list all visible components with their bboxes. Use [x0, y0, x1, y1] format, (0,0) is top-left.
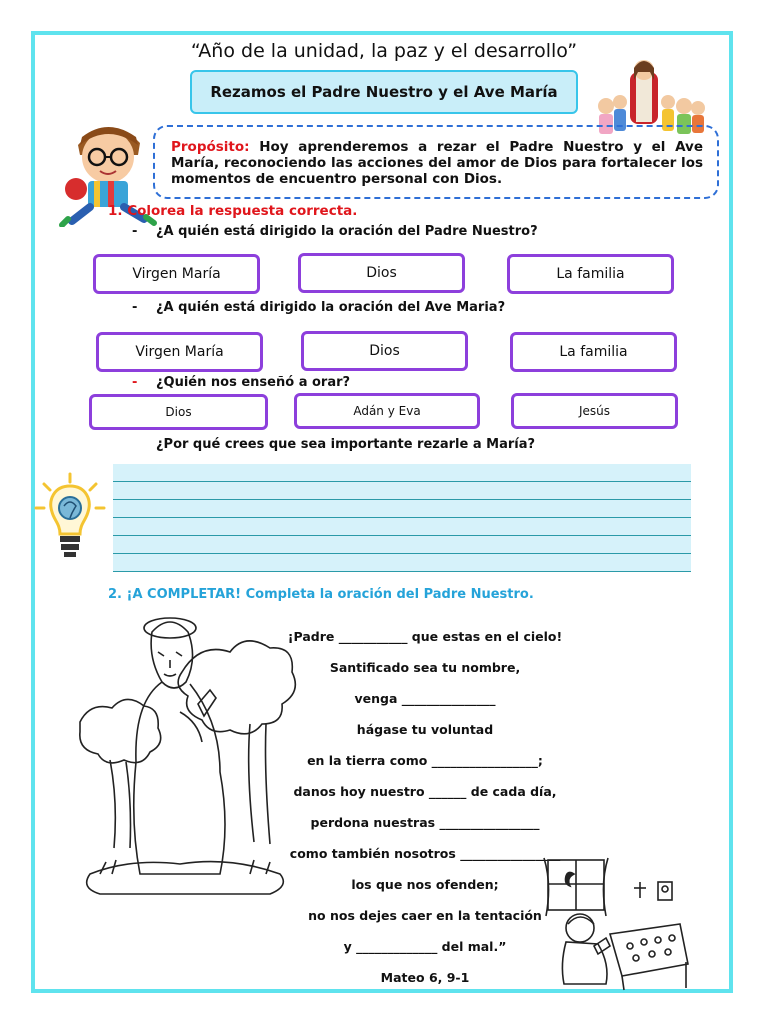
- prayer-line-6: danos hoy nuestro ______ de cada día,: [293, 784, 557, 799]
- prayer-line-1: ¡Padre ___________ que estas en el cielo!: [287, 629, 563, 644]
- q1-option-label: Virgen María: [132, 266, 221, 282]
- q1-option-label: La familia: [556, 266, 625, 282]
- q2-option-label: La familia: [559, 344, 628, 360]
- q1-option-virgen-maria[interactable]: [93, 254, 260, 294]
- writing-line: [113, 571, 691, 572]
- question-3-dash: -: [132, 375, 138, 390]
- q2-option-label: Dios: [369, 343, 400, 359]
- question-2-dash: -: [132, 300, 138, 315]
- question-1: [132, 224, 538, 239]
- question-3-text: ¿Quién nos enseñó a orar?: [156, 375, 351, 390]
- writing-line: [113, 481, 691, 482]
- purpose-label: Propósito:: [171, 139, 250, 155]
- open-question: ¿Por qué crees que sea importante rezarle a María?: [156, 437, 536, 452]
- worksheet-title-text: Rezamos el Padre Nuestro y el Ave María: [210, 83, 558, 101]
- q3-option-adan-y-eva[interactable]: [294, 393, 480, 429]
- q3-option-jesus[interactable]: [511, 393, 678, 429]
- q2-option-virgen-maria[interactable]: [96, 332, 263, 372]
- prayer-line-3: venga _______________: [354, 691, 496, 706]
- purpose-box: [153, 125, 719, 199]
- prayer-line-5: en la tierra como _________________;: [307, 753, 543, 768]
- writing-line: [113, 499, 691, 500]
- q3-option-label: Dios: [165, 405, 192, 419]
- child-praying-bed-illustration: [540, 854, 690, 992]
- year-motto: “Año de la unidad, la paz y el desarrollo”: [190, 40, 578, 62]
- worksheet-title: [190, 70, 578, 114]
- lightbulb-brain-icon: [34, 472, 106, 564]
- q2-option-dios[interactable]: [301, 331, 468, 371]
- q1-option-label: Dios: [366, 265, 397, 281]
- prayer-line-10: no nos dejes caer en la tentación: [308, 908, 542, 923]
- prayer-reference: Mateo 6, 9-1: [380, 970, 470, 985]
- purpose-text: Hoy aprenderemos a rezar el Padre Nuestro y el Ave María, reconociendo las acciones del amor de Dios para fortalecer los momentos de encuentro personal con Dios.: [171, 139, 703, 187]
- writing-line: [113, 553, 691, 554]
- question-2-text: ¿A quién está dirigido la oración del Ave Maria?: [156, 300, 506, 315]
- question-1-dash: -: [132, 224, 138, 239]
- answer-writing-lines[interactable]: [113, 464, 691, 572]
- prayer-line-2: Santificado sea tu nombre,: [329, 660, 521, 675]
- question-2: [132, 300, 505, 315]
- prayer-line-11: y _____________ del mal.”: [343, 939, 507, 954]
- question-3: [132, 375, 350, 390]
- writing-line: [113, 535, 691, 536]
- writing-line: [113, 517, 691, 518]
- prayer-line-9: los que nos ofenden;: [351, 877, 499, 892]
- prayer-line-8: como también nosotros ________________: [289, 846, 561, 861]
- q2-option-label: Virgen María: [135, 344, 224, 360]
- q1-option-la-familia[interactable]: [507, 254, 674, 294]
- section2-title: 2. ¡A COMPLETAR! Completa la oración del Padre Nuestro.: [108, 587, 534, 602]
- prayer-line-4: hágase tu voluntad: [356, 722, 494, 737]
- q3-option-label: Jesús: [578, 404, 611, 418]
- section1-title: 1. Colorea la respuesta correcta.: [108, 203, 358, 219]
- prayer-line-7: perdona nuestras ________________: [310, 815, 540, 830]
- q2-option-la-familia[interactable]: [510, 332, 677, 372]
- q3-option-label: Adán y Eva: [353, 404, 421, 418]
- q1-option-dios[interactable]: [298, 253, 465, 293]
- question-1-text: ¿A quién está dirigido la oración del Padre Nuestro?: [156, 224, 538, 239]
- q3-option-dios[interactable]: [89, 394, 268, 430]
